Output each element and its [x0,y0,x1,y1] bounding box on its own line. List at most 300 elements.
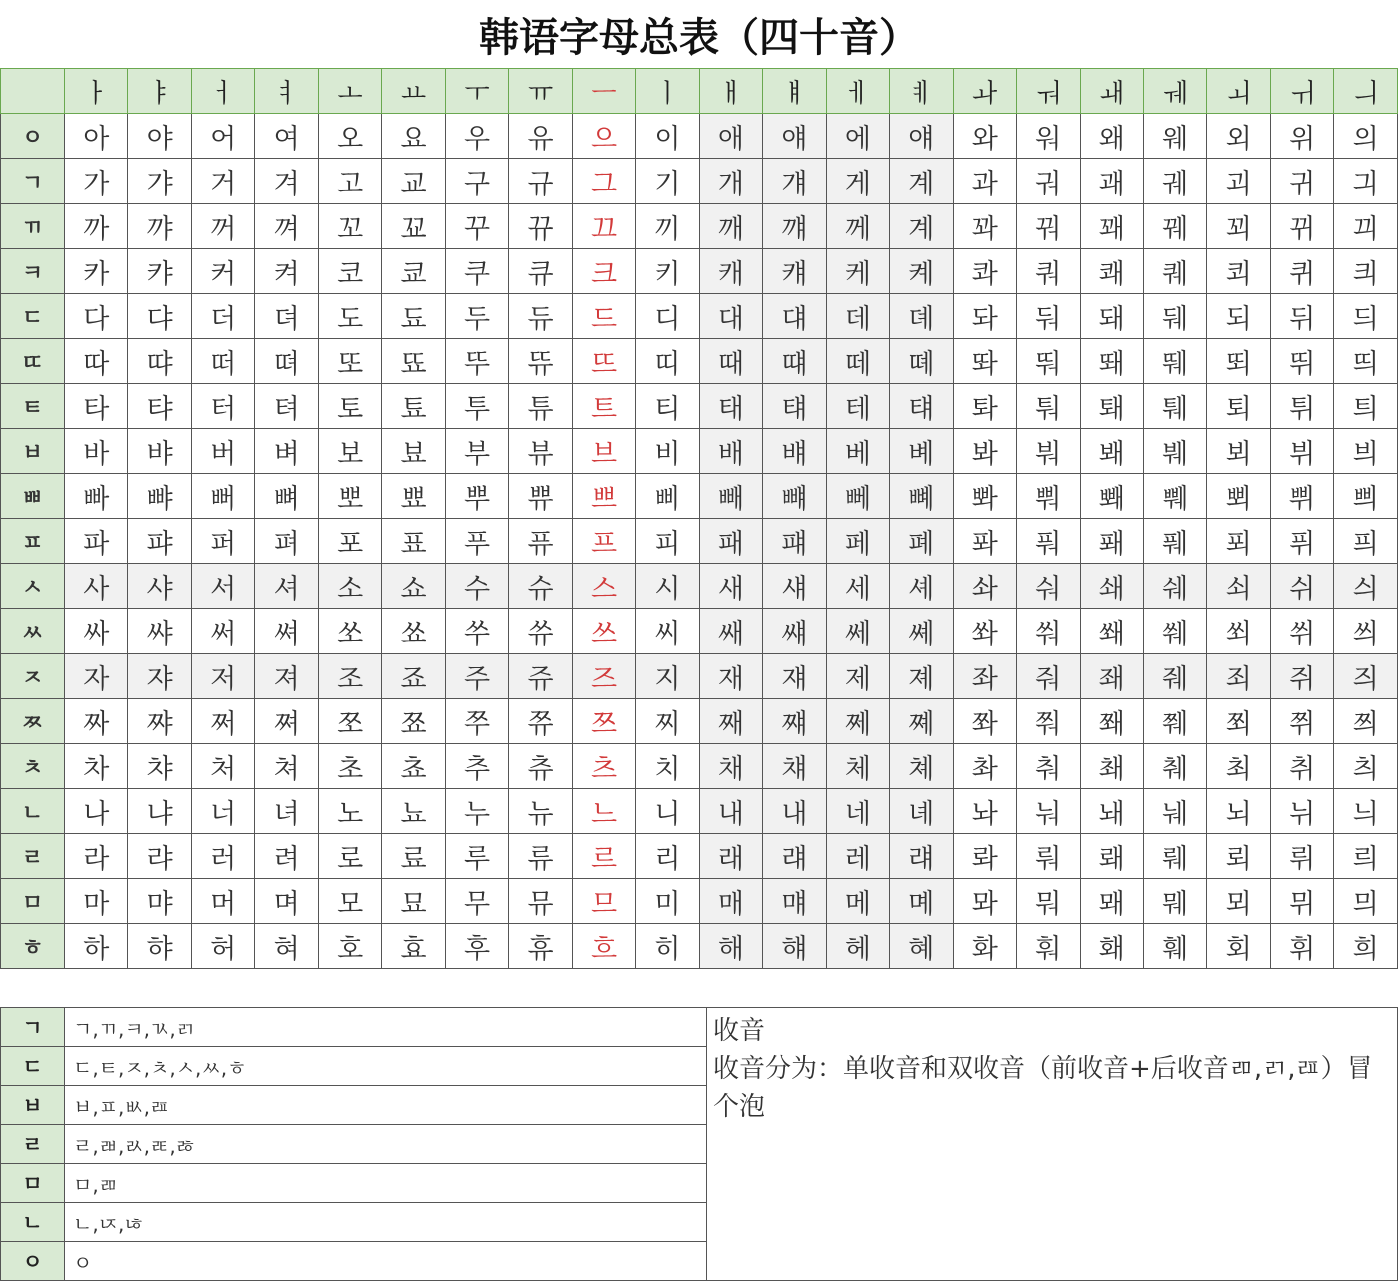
syllable-cell: 롸 [953,834,1016,879]
syllable-cell: 뮤 [509,879,572,924]
syllable-cell: 꽈 [953,204,1016,249]
consonant-header: ㄷ [1,294,65,339]
syllable-cell: 빼 [699,474,762,519]
syllable-cell: 꿔 [1017,204,1080,249]
syllable-cell: 릐 [1334,834,1398,879]
syllable-cell: 먜 [763,879,826,924]
syllable-cell: 고 [318,159,381,204]
syllable-cell: 코 [318,249,381,294]
syllable-cell: 뫄 [953,879,1016,924]
syllable-cell: 띄 [1334,339,1398,384]
syllable-cell: 퍄 [128,519,191,564]
syllable-cell: 탸 [128,384,191,429]
syllable-cell: 내 [763,789,826,834]
syllable-cell: 가 [65,159,128,204]
syllable-cell: 피 [636,519,699,564]
syllable-cell: 뱌 [128,429,191,474]
syllable-cell: 쭤 [1017,699,1080,744]
syllable-cell: 뷔 [1270,429,1333,474]
syllable-cell: 좨 [1080,654,1143,699]
final-label: ㅇ [1,1242,65,1281]
syllable-cell: 쾨 [1207,249,1270,294]
syllable-cell: 쯔 [572,699,635,744]
table-row [1,474,1398,519]
final-label: ㄷ [1,1047,65,1086]
syllable-cell: 훼 [1143,924,1206,969]
syllable-cell: 계 [890,204,953,249]
syllable-cell: 뤼 [1270,834,1333,879]
syllable-cell: 테 [826,384,889,429]
syllable-cell: 봬 [1080,429,1143,474]
syllable-cell: 둬 [1017,294,1080,339]
syllable-cell: 샤 [128,564,191,609]
consonant-header: ㅌ [1,384,65,429]
syllable-cell: 쮀 [1143,699,1206,744]
syllable-cell: 듀 [509,294,572,339]
syllable-cell: 쬐 [1207,699,1270,744]
syllable-cell: 쇼 [382,564,445,609]
final-value: ㅁ,ㄻ [65,1164,707,1203]
syllable-cell: 차 [65,744,128,789]
syllable-cell: 됴 [382,294,445,339]
syllable-cell: 튜 [509,384,572,429]
syllable-cell: 래 [699,834,762,879]
syllable-cell: 스 [572,564,635,609]
note-body: 收音分为：单收音和双收音（前收音+后收音ㄻ,ㄺ,ㄿ）冒个泡 [713,1054,1373,1122]
vowel-header: ㅑ [128,69,191,114]
syllable-cell: 내 [699,789,762,834]
syllable-cell: 즈 [572,654,635,699]
syllable-cell: 시 [636,564,699,609]
vowel-header: ㅝ [1017,69,1080,114]
syllable-cell: 챠 [128,744,191,789]
syllable-cell: 쒸 [1270,609,1333,654]
syllable-cell: 껴 [255,204,318,249]
syllable-cell: 째 [699,699,762,744]
final-value: ㄱ,ㄲ,ㅋ,ㄳ,ㄺ [65,1008,707,1047]
syllable-cell: 꼬 [318,204,381,249]
syllable-cell: 쑤 [445,609,508,654]
syllable-cell: 뭬 [1143,879,1206,924]
syllable-cell: 쫘 [953,699,1016,744]
syllable-cell: 쁘 [572,474,635,519]
syllable-cell: 뀌 [1270,204,1333,249]
syllable-cell: 떄 [763,339,826,384]
syllable-cell: 우 [445,114,508,159]
syllable-cell: 쳬 [890,744,953,789]
table-row [1,744,1398,789]
syllable-cell: 휴 [509,924,572,969]
vowel-header: ㅕ [255,69,318,114]
syllable-cell: 해 [699,924,762,969]
syllable-cell: 디 [636,294,699,339]
syllable-cell: 와 [953,114,1016,159]
syllable-cell: 쀄 [1143,474,1206,519]
syllable-cell: 트 [572,384,635,429]
vowel-header: ㅒ [763,69,826,114]
final-consonant-table [0,1007,1398,1281]
consonant-header: ㄸ [1,339,65,384]
syllable-cell: 퐈 [953,519,1016,564]
table-row [1,519,1398,564]
syllable-cell: 뢔 [1080,834,1143,879]
vowel-header: ㅟ [1270,69,1333,114]
syllable-cell: 나 [65,789,128,834]
syllable-cell: 쨔 [128,699,191,744]
syllable-cell: 겨 [255,159,318,204]
syllable-cell: 라 [65,834,128,879]
syllable-cell: 크 [572,249,635,294]
syllable-cell: 쾌 [1080,249,1143,294]
consonant-header: ㅂ [1,429,65,474]
syllable-cell: 뤄 [1017,834,1080,879]
syllable-cell: 뼈 [255,474,318,519]
syllable-cell: 킈 [1334,249,1398,294]
syllable-cell: 댸 [763,294,826,339]
table-row [1,834,1398,879]
syllable-cell: 햐 [128,924,191,969]
syllable-cell: 믜 [1334,879,1398,924]
syllable-cell: 땨 [128,339,191,384]
syllable-cell: 히 [636,924,699,969]
syllable-cell: 사 [65,564,128,609]
syllable-cell: 보 [318,429,381,474]
syllable-cell: 졔 [890,654,953,699]
syllable-cell: 로 [318,834,381,879]
syllable-cell: 붜 [1017,429,1080,474]
syllable-cell: 쮸 [509,699,572,744]
consonant-header: ㅁ [1,879,65,924]
syllable-cell: 추 [445,744,508,789]
vowel-header: ㅡ [572,69,635,114]
syllable-cell: 캐 [699,249,762,294]
consonant-header: ㅍ [1,519,65,564]
syllable-cell: 꺼 [191,204,254,249]
consonant-header: ㅃ [1,474,65,519]
syllable-cell: 왜 [1080,114,1143,159]
final-label: ㅂ [1,1086,65,1125]
syllable-cell: 뭐 [1017,879,1080,924]
syllable-cell: 쓰 [572,609,635,654]
syllable-cell: 뿌 [445,474,508,519]
consonant-header: ㄱ [1,159,65,204]
syllable-cell: 떼 [826,339,889,384]
syllable-cell: 짜 [65,699,128,744]
syllable-cell: 게 [826,159,889,204]
syllable-cell: 매 [699,879,762,924]
syllable-cell: 뀨 [509,204,572,249]
syllable-cell: 기 [636,159,699,204]
syllable-cell: 슈 [509,564,572,609]
syllable-cell: 쩌 [191,699,254,744]
syllable-cell: 헤 [826,924,889,969]
syllable-cell: 쟤 [763,654,826,699]
syllable-cell: 퐤 [1080,519,1143,564]
syllable-cell: 쳐 [255,744,318,789]
syllable-cell: 머 [191,879,254,924]
syllable-cell: 대 [699,294,762,339]
consonant-header: ㄲ [1,204,65,249]
syllable-cell: 씨 [636,609,699,654]
syllable-cell: 리 [636,834,699,879]
syllable-cell: 죄 [1207,654,1270,699]
table-row [1,384,1398,429]
syllable-cell: 똬 [953,339,1016,384]
final-value: ㄴ,ㄵ,ㄶ [65,1203,707,1242]
syllable-cell: 교 [382,159,445,204]
syllable-cell: 텨 [255,384,318,429]
vowel-header: ㅣ [636,69,699,114]
syllable-cell: 뾔 [1207,474,1270,519]
syllable-cell: 쓔 [509,609,572,654]
syllable-cell: 며 [255,879,318,924]
vowel-header: ㅜ [445,69,508,114]
syllable-cell: 묘 [382,879,445,924]
syllable-cell: 뜌 [509,339,572,384]
syllable-cell: 뜨 [572,339,635,384]
syllable-cell: 쭈 [445,699,508,744]
syllable-cell: 티 [636,384,699,429]
syllable-cell: 쎼 [890,609,953,654]
syllable-cell: 쎠 [255,609,318,654]
syllable-cell: 뎨 [890,294,953,339]
table-row [1,339,1398,384]
syllable-cell: 효 [382,924,445,969]
syllable-cell: 쬬 [382,699,445,744]
syllable-cell: 화 [953,924,1016,969]
vowel-header: ㅠ [509,69,572,114]
syllable-cell: 느 [572,789,635,834]
syllable-cell: 즤 [1334,654,1398,699]
syllable-cell: 뺴 [763,474,826,519]
syllable-cell: 뼤 [890,474,953,519]
syllable-cell: 뗴 [890,339,953,384]
syllable-cell: 톼 [953,384,1016,429]
consonant-header: ㄹ [1,834,65,879]
syllable-cell: 끄 [572,204,635,249]
syllable-cell: 규 [509,159,572,204]
syllable-cell: 데 [826,294,889,339]
syllable-cell: 퍠 [763,519,826,564]
syllable-cell: 노 [318,789,381,834]
syllable-cell: 쪼 [318,699,381,744]
syllable-cell: 풰 [1143,519,1206,564]
syllable-cell: 컈 [763,249,826,294]
syllable-cell: 퉤 [1143,384,1206,429]
syllable-cell: 펴 [255,519,318,564]
syllable-cell: 붸 [1143,429,1206,474]
syllable-cell: 또 [318,339,381,384]
consonant-header: ㅊ [1,744,65,789]
syllable-cell: 띠 [636,339,699,384]
syllable-cell: 툐 [382,384,445,429]
table-row [1,654,1398,699]
syllable-cell: 때 [699,339,762,384]
vowel-header: ㅏ [65,69,128,114]
syllable-cell: 치 [636,744,699,789]
final-row [1,1008,1398,1047]
syllable-cell: 뛔 [1143,339,1206,384]
syllable-cell: 쉬 [1270,564,1333,609]
syllable-cell: 돼 [1080,294,1143,339]
syllable-cell: 류 [509,834,572,879]
syllable-cell: 으 [572,114,635,159]
syllable-cell: 픠 [1334,519,1398,564]
consonant-header: ㅇ [1,114,65,159]
syllable-cell: 누 [445,789,508,834]
syllable-cell: 촤 [953,744,1016,789]
syllable-cell: 죠 [382,654,445,699]
syllable-cell: 아 [65,114,128,159]
syllable-cell: 호 [318,924,381,969]
syllable-cell: 뗘 [255,339,318,384]
syllable-cell: 뇨 [382,789,445,834]
syllable-cell: 쥐 [1270,654,1333,699]
syllable-cell: 풔 [1017,519,1080,564]
syllable-cell: 떠 [191,339,254,384]
syllable-cell: 쮜 [1270,699,1333,744]
syllable-cell: 긔 [1334,159,1398,204]
syllable-cell: 쟈 [128,654,191,699]
syllable-cell: 셰 [890,564,953,609]
consonant-header: ㅆ [1,609,65,654]
syllable-cell: 체 [826,744,889,789]
table-row [1,609,1398,654]
syllable-cell: 퓨 [509,519,572,564]
vowel-header: ㅛ [382,69,445,114]
syllable-cell: 메 [826,879,889,924]
syllable-cell: 뒈 [1143,294,1206,339]
syllable-cell: 도 [318,294,381,339]
syllable-cell: 괴 [1207,159,1270,204]
syllable-cell: 갸 [128,159,191,204]
syllable-cell: 포 [318,519,381,564]
syllable-cell: 쐐 [1080,609,1143,654]
syllable-cell: 뒤 [1270,294,1333,339]
syllable-cell: 줘 [1017,654,1080,699]
syllable-cell: 거 [191,159,254,204]
syllable-cell: 므 [572,879,635,924]
syllable-cell: 허 [191,924,254,969]
syllable-cell: 페 [826,519,889,564]
syllable-cell: 홰 [1080,924,1143,969]
syllable-cell: 야 [128,114,191,159]
syllable-cell: 큐 [509,249,572,294]
syllable-cell: 튀 [1270,384,1333,429]
syllable-cell: 소 [318,564,381,609]
vowel-header: ㅢ [1334,69,1398,114]
final-value: ㅂ,ㅍ,ㅄ,ㄿ [65,1086,707,1125]
syllable-cell: 푀 [1207,519,1270,564]
syllable-cell: 폐 [890,519,953,564]
syllable-cell: 쉐 [1143,564,1206,609]
syllable-cell: 세 [826,564,889,609]
syllable-cell: 랴 [128,834,191,879]
syllable-cell: 쐬 [1207,609,1270,654]
syllable-cell: 되 [1207,294,1270,339]
syllable-cell: 콰 [953,249,1016,294]
syllable-cell: 돠 [953,294,1016,339]
consonant-header: ㅉ [1,699,65,744]
syllable-cell: 궈 [1017,159,1080,204]
syllable-cell: 끼 [636,204,699,249]
syllable-cell: 츠 [572,744,635,789]
syllable-cell: 비 [636,429,699,474]
syllable-cell: 좌 [953,654,1016,699]
syllable-cell: 츼 [1334,744,1398,789]
syllable-cell: 꺄 [128,204,191,249]
syllable-cell: 뇌 [1207,789,1270,834]
syllable-cell: 뷰 [509,429,572,474]
syllable-cell: 에 [826,114,889,159]
syllable-cell: 버 [191,429,254,474]
syllable-cell: 봐 [953,429,1016,474]
syllable-cell: 하 [65,924,128,969]
vowel-header: ㅐ [699,69,762,114]
syllable-cell: 뫼 [1207,879,1270,924]
syllable-cell: 어 [191,114,254,159]
page-title: 韩语字母总表（四十音） [0,0,1398,69]
table-row [1,204,1398,249]
syllable-cell: 턔 [763,384,826,429]
syllable-cell: 베 [826,429,889,474]
syllable-cell: 브 [572,429,635,474]
syllable-cell: 깨 [699,204,762,249]
vowel-header: ㅓ [191,69,254,114]
syllable-cell: 쫴 [1080,699,1143,744]
syllable-cell: 희 [1334,924,1398,969]
syllable-cell: 카 [65,249,128,294]
syllable-cell: 무 [445,879,508,924]
syllable-cell: 켸 [890,249,953,294]
syllable-cell: 쿠 [445,249,508,294]
syllable-cell: 니 [636,789,699,834]
syllable-cell: 꿰 [1143,204,1206,249]
syllable-cell: 뛰 [1270,339,1333,384]
final-value: ㅇ [65,1242,707,1281]
syllable-cell: 러 [191,834,254,879]
syllable-cell: 계 [890,159,953,204]
syllable-cell: 케 [826,249,889,294]
syllable-cell: 뚀 [382,339,445,384]
note-heading: 收音 [713,1016,766,1046]
final-value: ㄷ,ㅌ,ㅈ,ㅊ,ㅅ,ㅆ,ㅎ [65,1047,707,1086]
syllable-cell: 녜 [890,789,953,834]
syllable-cell: 셔 [255,564,318,609]
vowel-header: ㅞ [1143,69,1206,114]
syllable-cell: 주 [445,654,508,699]
syllable-cell: 뮈 [1270,879,1333,924]
table-row [1,564,1398,609]
syllable-cell: 뻐 [191,474,254,519]
syllable-cell: 꾜 [382,204,445,249]
syllable-cell: 쪄 [255,699,318,744]
syllable-cell: 춰 [1017,744,1080,789]
syllable-cell: 저 [191,654,254,699]
syllable-cell: 새 [699,564,762,609]
syllable-cell: 얘 [890,114,953,159]
table-row [1,789,1398,834]
syllable-cell: 키 [636,249,699,294]
consonant-header: ㄴ [1,789,65,834]
syllable-cell: 드 [572,294,635,339]
syllable-cell: 개 [699,159,762,204]
vowel-header: ㅗ [318,69,381,114]
syllable-cell: 쿄 [382,249,445,294]
syllable-cell: 뻬 [826,474,889,519]
final-label: ㄴ [1,1203,65,1242]
final-label: ㄱ [1,1008,65,1047]
